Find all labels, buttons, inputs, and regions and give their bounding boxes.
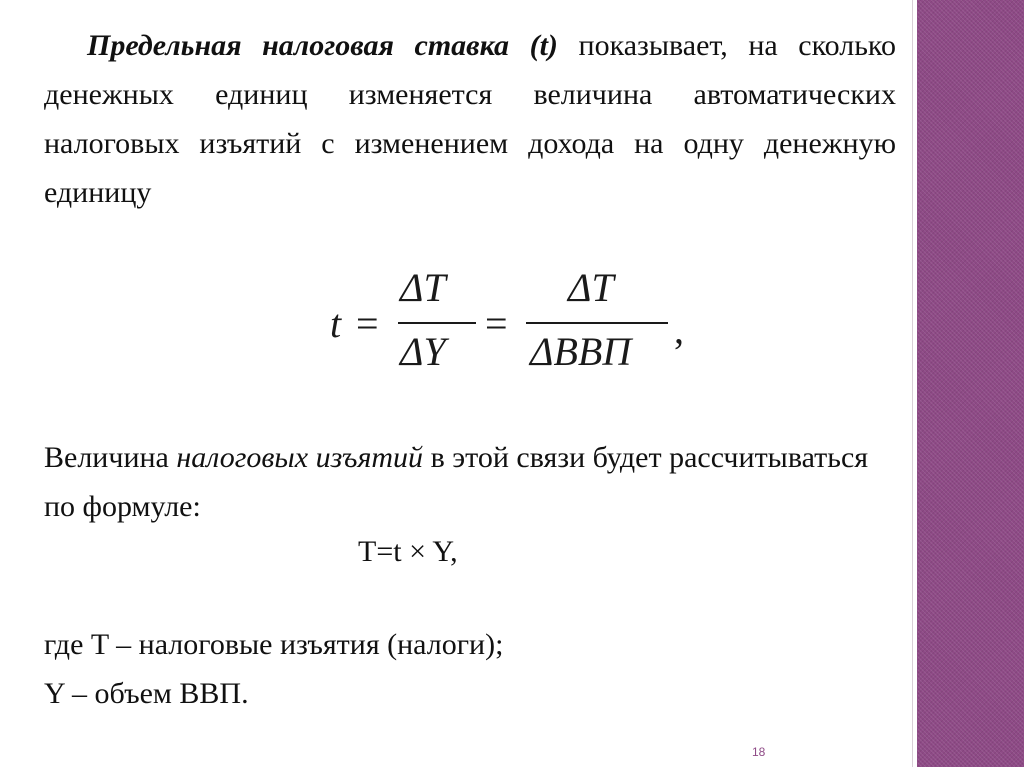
fraction1-bar <box>398 322 476 324</box>
definition-paragraph <box>44 21 896 217</box>
quantity-term: налоговых изъятий <box>176 441 424 474</box>
decorative-side-panel <box>917 0 1024 767</box>
quantity-paragraph <box>44 433 896 531</box>
formula-equals-1: = <box>356 301 379 346</box>
quantity-text-before: Величина <box>44 441 177 474</box>
legend-line-gdp: Y – объем ВВП. <box>44 677 249 710</box>
definition-text: показывает, на сколько денежных единиц изменяется величина автоматических налоговых изъятий с изменением дохода на одну денежную единицу <box>44 29 896 209</box>
formula-lhs: t <box>330 301 342 346</box>
fraction2-bar <box>526 322 668 324</box>
fraction1-numerator: ΔT <box>400 265 446 310</box>
fraction2-denominator: ΔВВП <box>530 329 632 374</box>
formula-equals-2: = <box>485 301 508 346</box>
legend-paragraph <box>44 620 896 718</box>
quantity-text-after: в этой связи будет рассчитываться по формуле: <box>44 441 869 523</box>
formula-trailing-comma: , <box>674 307 684 352</box>
fraction2-numerator: ΔT <box>568 265 614 310</box>
tax-formula: T=t × Y, <box>358 535 458 568</box>
fraction1-denominator: ΔY <box>400 329 446 374</box>
page-number: 18 <box>752 745 766 759</box>
legend-line-taxes: где T – налоговые изъятия (налоги); <box>44 628 504 661</box>
definition-term: Предельная налоговая ставка (t) <box>87 29 558 62</box>
